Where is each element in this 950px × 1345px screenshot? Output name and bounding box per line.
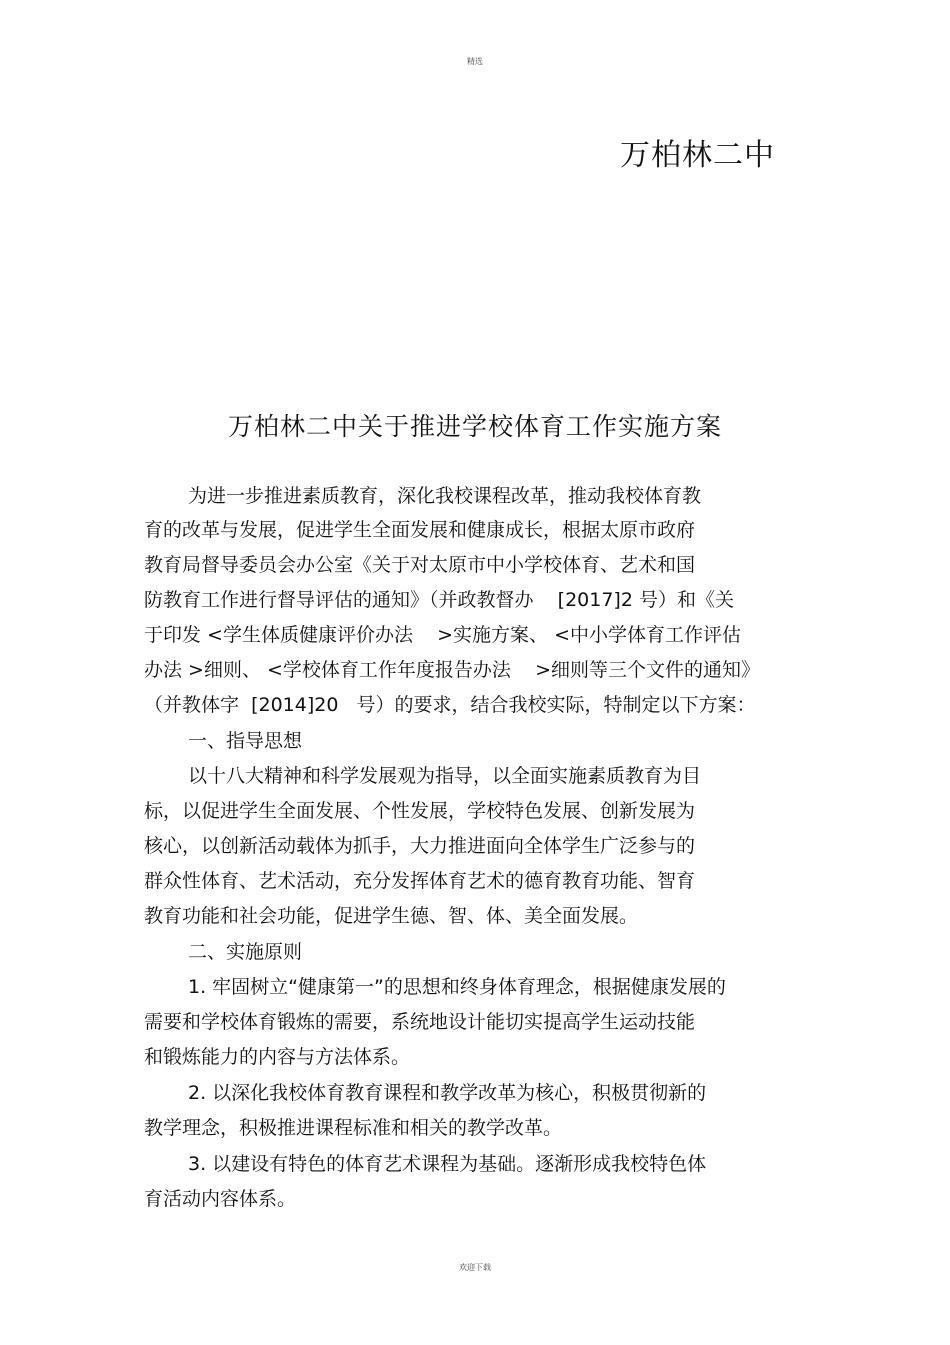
body-line: 2. 以深化我校体育教育课程和教学改革为核心，积极贯彻新的 [188,1082,707,1104]
body-line: 育的改革与发展，促进学生全面发展和健康成长，根据太原市政府 [144,519,696,541]
body-line: 教学理念，积极推进课程标准和相关的教学改革。 [144,1117,563,1139]
body-line: 需要和学校体育锻炼的需要，系统地设计能切实提高学生运动技能 [144,1011,696,1033]
body-line: 防教育工作进行督导评估的通知》（并政教督办 [2017]2 号）和《关 [144,589,734,611]
body-line: 教育功能和社会功能，促进学生德、智、体、美全面发展。 [144,905,639,927]
body-line: 1. 牢固树立“健康第一”的思想和终身体育理念，根据健康发展的 [188,976,726,998]
body-line: 以十八大精神和科学发展观为指导，以全面实施素质教育为目 [188,765,702,787]
body-line: 和锻炼能力的内容与方法体系。 [144,1046,411,1068]
body-line: 育活动内容体系。 [144,1188,297,1210]
section-heading: 二、实施原则 [188,941,303,963]
page-header-mark: 精选 [467,57,483,66]
body-line: 群众性体育、艺术活动，充分发挥体育艺术的德育教育功能、智育 [144,870,696,892]
document-title: 万柏林二中关于推进学校体育工作实施方案 [227,412,722,441]
page-footer-mark: 欢迎下载 [459,1263,491,1272]
body-line: 办法 >细则、 <学校体育工作年度报告办法 >细则等三个文件的通知》 [144,659,760,681]
section-heading: 一、指导思想 [188,730,303,752]
body-line: 标，以促进学生全面发展、个性发展，学校特色发展、创新发展为 [144,800,696,822]
body-line: 核心，以创新活动载体为抓手，大力推进面向全体学生广泛参与的 [144,835,696,857]
school-name: 万柏林二中 [620,138,775,173]
body-line: 3. 以建设有特色的体育艺术课程为基础。逐渐形成我校特色体 [188,1153,707,1175]
body-line: 于印发 <学生体质健康评价办法 >实施方案、 <中小学体育工作评估 [144,624,741,646]
body-line: 为进一步推进素质教育，深化我校课程改革，推动我校体育教 [188,485,702,507]
body-line: 教育局督导委员会办公室《关于对太原市中小学校体育、艺术和国 [144,554,696,576]
body-line: （并教体字 [2014]20 号）的要求，结合我校实际，特制定以下方案： [144,694,756,716]
